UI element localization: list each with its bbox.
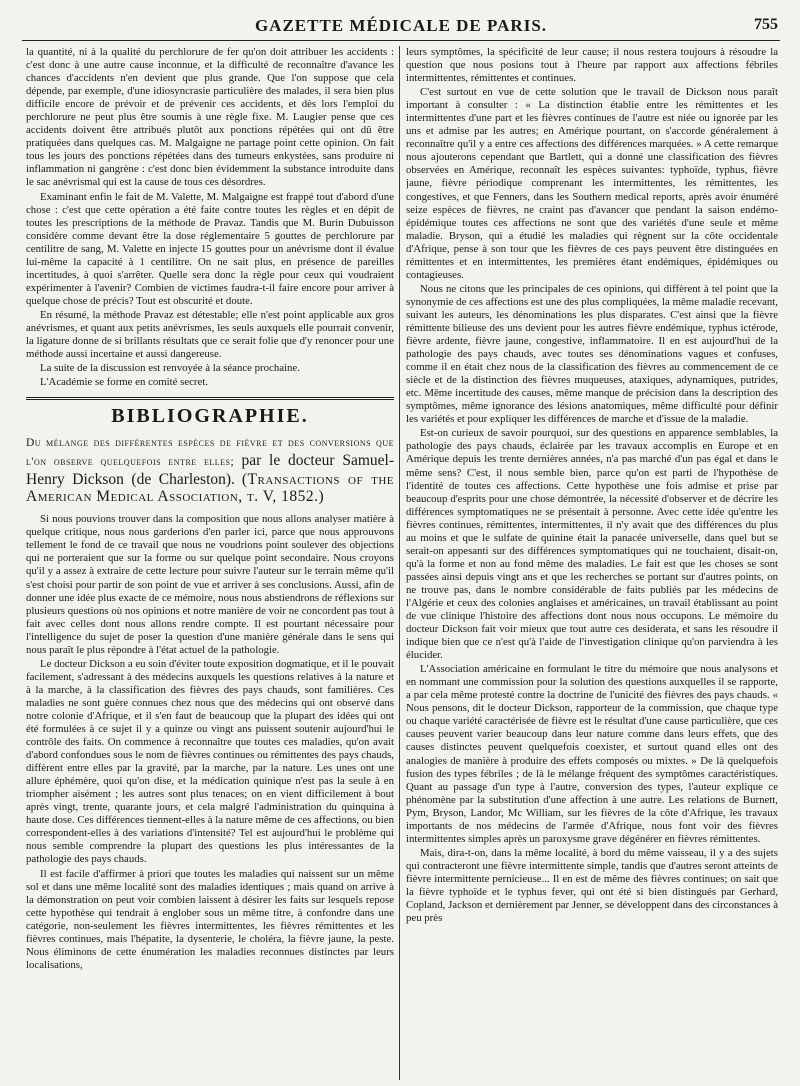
body-paragraph: Nous ne citons que les principales de ces opinions, qui diffèrent à tel point que la synonymie de ces affections est une des plus compliquées, la même maladie recevant, suivant les auteurs, les dénominations les plus disparates. C'est ainsi que la fièvre rémittente bilieuse des uns devient pour les autres fièvre endémique, typhus ictérode, fièvre ardente, fièvre jaune, congestive, inflammatoire. Il en est aujourd'hui de la pathologie des pays chauds, avec toutes ses dénominations vagues et confuses, comme il en était chez nous de la classification des fièvres au commencement de ce siècle et de la distinction des fièvres muqueuses, ataxiques, adynamiques, putrides, etc. Même incertitude des causes, même manque de précision dans la description des symptômes, même ignorance des lésions anatomiques, même difficulté pour définir les variétés et pour expliquer les différences de marche et d'issue de la maladie. xyxy=(406,282,778,426)
intro-paragraph: L'Académie se forme en comité secret. xyxy=(40,376,209,389)
column-divider xyxy=(399,46,400,1080)
body-paragraph: Mais, dira-t-on, dans la même localité, à bord du même vaisseau, il y a des sujets qui contracteront une fièvre intermittente simple, tandis que d'autres seront atteints de fièvre intermittente pernicieuse... Il en est de même des fièvres continues; on sait que la fièvre typhoïde et le typhus fever, qui ont été si bien distingués par Gerhard, Copland, Jackson et dernièrement par Jenner, se développent dans des circonstances à peu près xyxy=(406,846,778,925)
body-paragraph: Il est facile d'affirmer à priori que toutes les maladies qui naissent sur un même sol et dans une même localité sont des maladies identiques ; mais quand on arrive à la démonstration on peut voir combien laissent à désirer les faits sur lesquels repose cette hypothèse qui tendrait à englober sous un même titre, à confondre dans une catégorie, non-seulement les fièvres intermittentes, les fièvres rémittentes et les fièvres continues, mais l'hépatite, la dysenterie, le choléra, la fièvre jaune, la peste. Nous éliminons de cette énumération les maladies reconnues distinctes par leurs localisations, xyxy=(26,867,394,971)
intro-paragraph: la quantité, ni à la qualité du perchlorure de fer qu'on doit attribuer les accidents : c'est donc à une autre cause inconnue, et la difficulté de reconnaître d'avance les chances d'accidents n'en devient que plus grande. Que l'on suppose que cela dépende, par exemple, d'une idiosyncrasie particulière des malades, il sera bien plus difficile encore de prévoir et de prévenir ces accidents, et dès lors l'emploi du perchlorure ne peut plus être soumis à une règle fixe. M. Laugier pense que ces accidents doivent être attribués plutôt aux ponctions répétées qui ont dû être pratiquées dans quelques cas. M. Malgaigne ne partage point cette opinion. On fait tous les jours des ponctions répétées dans des tumeurs enkystées, sans produire ni inflammation ni gangrène : c'est donc bien évidemment la substance introduite dans le sac anévrismal qui est la cause de tous ces désordres. xyxy=(26,46,394,189)
left-column xyxy=(26,46,394,1080)
body-paragraph: L'Association américaine en formulant le titre du mémoire que nous analysons et en nommant une commission pour la solution des questions auxquelles il se rapporte, a par cela même protesté contre la doctrine de l'unicité des fièvres des pays chauds. « Nous pensons, dit le docteur Dickson, rapporteur de la commission, que chaque type ou chaque variété caractérisée de fièvre est le résultat d'une cause particulière, que ces causes peuvent varier beaucoup dans leur nature comme dans leurs effets, que des causes distinctes peuvent quelquefois coexister, et surtout quand elles ont des analogies de manière à produire des effets composés ou mixtes. » De là quelquefois fusion des types fébriles ; de là le mélange fréquent des symptômes caractéristiques. Quant au passage d'un type à l'autre, conversion des types, l'auteur explique ce phénomène par la substitution d'une affection à une autre. Les relations de Burnett, Pym, Bryson, Landor, Mc William, sur les fièvres de la côte d'Afrique, les travaux importants de nos médecins de l'armée d'Afrique, nous font voir des fièvres intermittentes simples après un paroxysme grave dégénérer en fièvres rémittentes. xyxy=(406,663,778,845)
bibliographic-reference xyxy=(26,433,394,505)
intro-paragraph: En résumé, la méthode Pravaz est détestable; elle n'est point applicable aux gros anévrismes, et quant aux petits anévrismes, les seuls auxquels elle pourrait convenir, la ligature donne de si brillants résultats que ce serait folie que d'y renoncer pour une méthode aussi incertaine et aussi dangereuse. xyxy=(26,308,394,361)
body-paragraph: Est-on curieux de savoir pourquoi, sur des questions en apparence semblables, la pathologie des pays chauds, éclairée par les travaux accomplis en Europe et en Amérique depuis les trente dernières années, n'a pas marché d'un pas égal et dans le même sens? C'est, il nous semble bien, parce qu'on est parti de l'hypothèse de l'identité de toutes ces affections. Cette hypothèse une fois admise et prise par beaucoup d'esprits pour une chose démontrée, la nécessité d'observer et de décrire les différences symptomatiques ne se présentait à personne. Avec cette idée qu'entre les fièvres continues, rémittentes, intermittentes, il n'y avait que des différences du plus au moins et que le sulfate de quinine était la panacée universelle, dans quel but se serait-on appesanti sur des différences symptomatiques qui ne touchaient, disait-on, qu'à la forme et non au fond même des maladies. Le fait est que les choses se sont passées ainsi depuis vingt ans et que les recherches se portant sur d'autres points, on ne trouve pas, dans le nombre considérable de faits publiés par les médecins de l'Algérie et ceux des colonies anglaises et américaines, un travail établissant au point de vue clinique l'histoire des affections dont nous nous occupons. Le mémoire du docteur Dickson fait voir mieux que tout autre ces desiderata, et sans les résoudre il indique bien que ce n'est qu'à l'aide de l'investigation clinique qu'on parviendra à les élucider. xyxy=(406,427,778,662)
section-separator xyxy=(26,397,394,400)
body-paragraph: Si nous pouvions trouver dans la composition que nous allons analyser matière à quelque critique, nous nous garderions d'en parler ici, parce que nous approuvons tellement le fond de ce travail que nous ne voudrions point soulever des objections qui ne porteraient que sur la forme ou sur quelque point secondaire. Nous croyons qu'il y a assez à extraire de cette lecture pour suivre l'auteur sur le terrain même qu'il s'est choisi pour partir de son point de vue et arriver à ses conclusions. Aussi, afin de donner une idée plus exacte de ce mémoire, nous nous abstiendrons de réflexions sur plusieurs questions où nos opinions et notre manière de voir ne concordent pas tout à fait avec celles dont nous allons rendre compte. Il est pourtant nécessaire pour l'intelligence du sujet de poser la question d'une manière générale dans le sens qui nous paraît le plus répondre à l'état actuel de la pathologie. xyxy=(26,513,394,656)
body-paragraph: Le docteur Dickson a eu soin d'éviter toute exposition dogmatique, et il le pouvait facilement, s'adressant à des médecins auxquels les questions relatives à la nature et à la marche, à la classification des fièvres des pays chauds, sont familières. Ces maladies ne sont guère connues chez nous que des médecins qui ont observé dans notre colonie d'Afrique, et il s'en faut de beaucoup que la plupart des idées qui ont été formulées à ce sujet il y a quinze ou vingt ans puissent soutenir aujourd'hui le contrôle des faits. On commence à reconnaître que toutes ces maladies, qu'on avait d'abord confondues sous le nom de fièvres continues ou rémittentes des pays chauds, diffèrent entre elles par la gravité, par la marche, par la nature. Les unes ont une allure éphémère, quoi qu'on dise, et la médication quinique n'est pas la seule à en triompher aisément ; les autres sont plus tenaces; on en vient difficilement à bout après vingt, trente, quarante jours, et cela malgré l'administration du quinquina à haute dose. Ces différences tiennent-elles à la nature même de ces affections, ou bien correspondent-elles à des variations d'intensité? Tel est aujourd'hui le problème qui nous semble comprendre la plupart des questions les plus intéressantes de la pathologie des pays chauds. xyxy=(26,657,394,866)
journal-title: GAZETTE MÉDICALE DE PARIS. xyxy=(254,16,548,35)
reference-author: par le docteur Samuel-Henry Dickson (de Charleston). xyxy=(26,452,394,489)
intro-paragraph: Examinant enfin le fait de M. Valette, M. Malgaigne est frappé tout d'abord d'une chose : c'est que cette opération a été faite contre toutes les règles et en dépit de toutes les prescriptions de la méthode de Pravaz. Tandis que M. Burin Dubuisson considère comme devant être la dose réglementaire 5 gouttes de perchlorure par centilitre de sang, M. Valette en injecte 15 gouttes pour un anévrisme dont il évalue lui-même la capacité à 1 centilitre. On ne sait plus, en présence de pareilles incertitudes, à quoi s'arrêter. Quelle sera donc la règle pour ceux qui voudraient expérimenter à l'avenir? Combien de victimes faudra-t-il faire encore pour arriver à quelque chose de précis? Tout est obscurité et doute. xyxy=(26,190,394,307)
intro-paragraph: La suite de la discussion est renvoyée à la séance prochaine. xyxy=(40,362,300,375)
section-title: BIBLIOGRAPHIE. xyxy=(111,405,309,428)
page-header xyxy=(22,10,780,41)
body-paragraph: leurs symptômes, la spécificité de leur cause; il nous restera toujours à résoudre la question que nous posions tout à l'heure par rapport aux affections fébriles intermittentes, rémittentes et continues. xyxy=(406,46,778,85)
right-column xyxy=(406,46,778,1080)
page-number: 755 xyxy=(754,16,778,33)
body-paragraph: C'est surtout en vue de cette solution que le travail de Dickson nous paraît important à consulter : « La distinction établie entre les rémittentes et les intermittentes d'une part et les fièvres continues de l'autre est niée ou ignorée par les uns et admise par les autres; en Amérique pourtant, on s'accorde généralement à reconnaître qu'il y a entre ces affections des différences marquées. » A cette remarque nous ajouterons cependant que Bartlett, qui a donné une classification des fièvres observées en Amérique, reconnaît les espèces suivantes: typhoïde, typhus, fièvre jaune, fièvre périodique comprenant les intermittentes, les rémittentes, les congestives, et que Fenners, dans les Southern medical reports, après avoir énuméré seize espèces de fièvres, ne craint pas d'avancer que pendant la saison endémo-épidémique toutes ces affections ne sont que des variétés d'une seule et même maladie. Bryson, qui a étudié les maladies qui règnent sur la côte occidentale d'Afrique, pense à son tour que les fièvres de ces pays peuvent être distinguées en rémittentes et en intermittentes, les premières étant endémiques, épidémiques ou contagieuses. xyxy=(406,86,778,281)
reference-source: (Transactions of the American Medical Association, t. V, 1852.) xyxy=(26,471,394,506)
reference-title: Du mélange des différentes espèces de fièvre et des conversions que l'on observe quelquefois entre elles; xyxy=(26,437,394,469)
